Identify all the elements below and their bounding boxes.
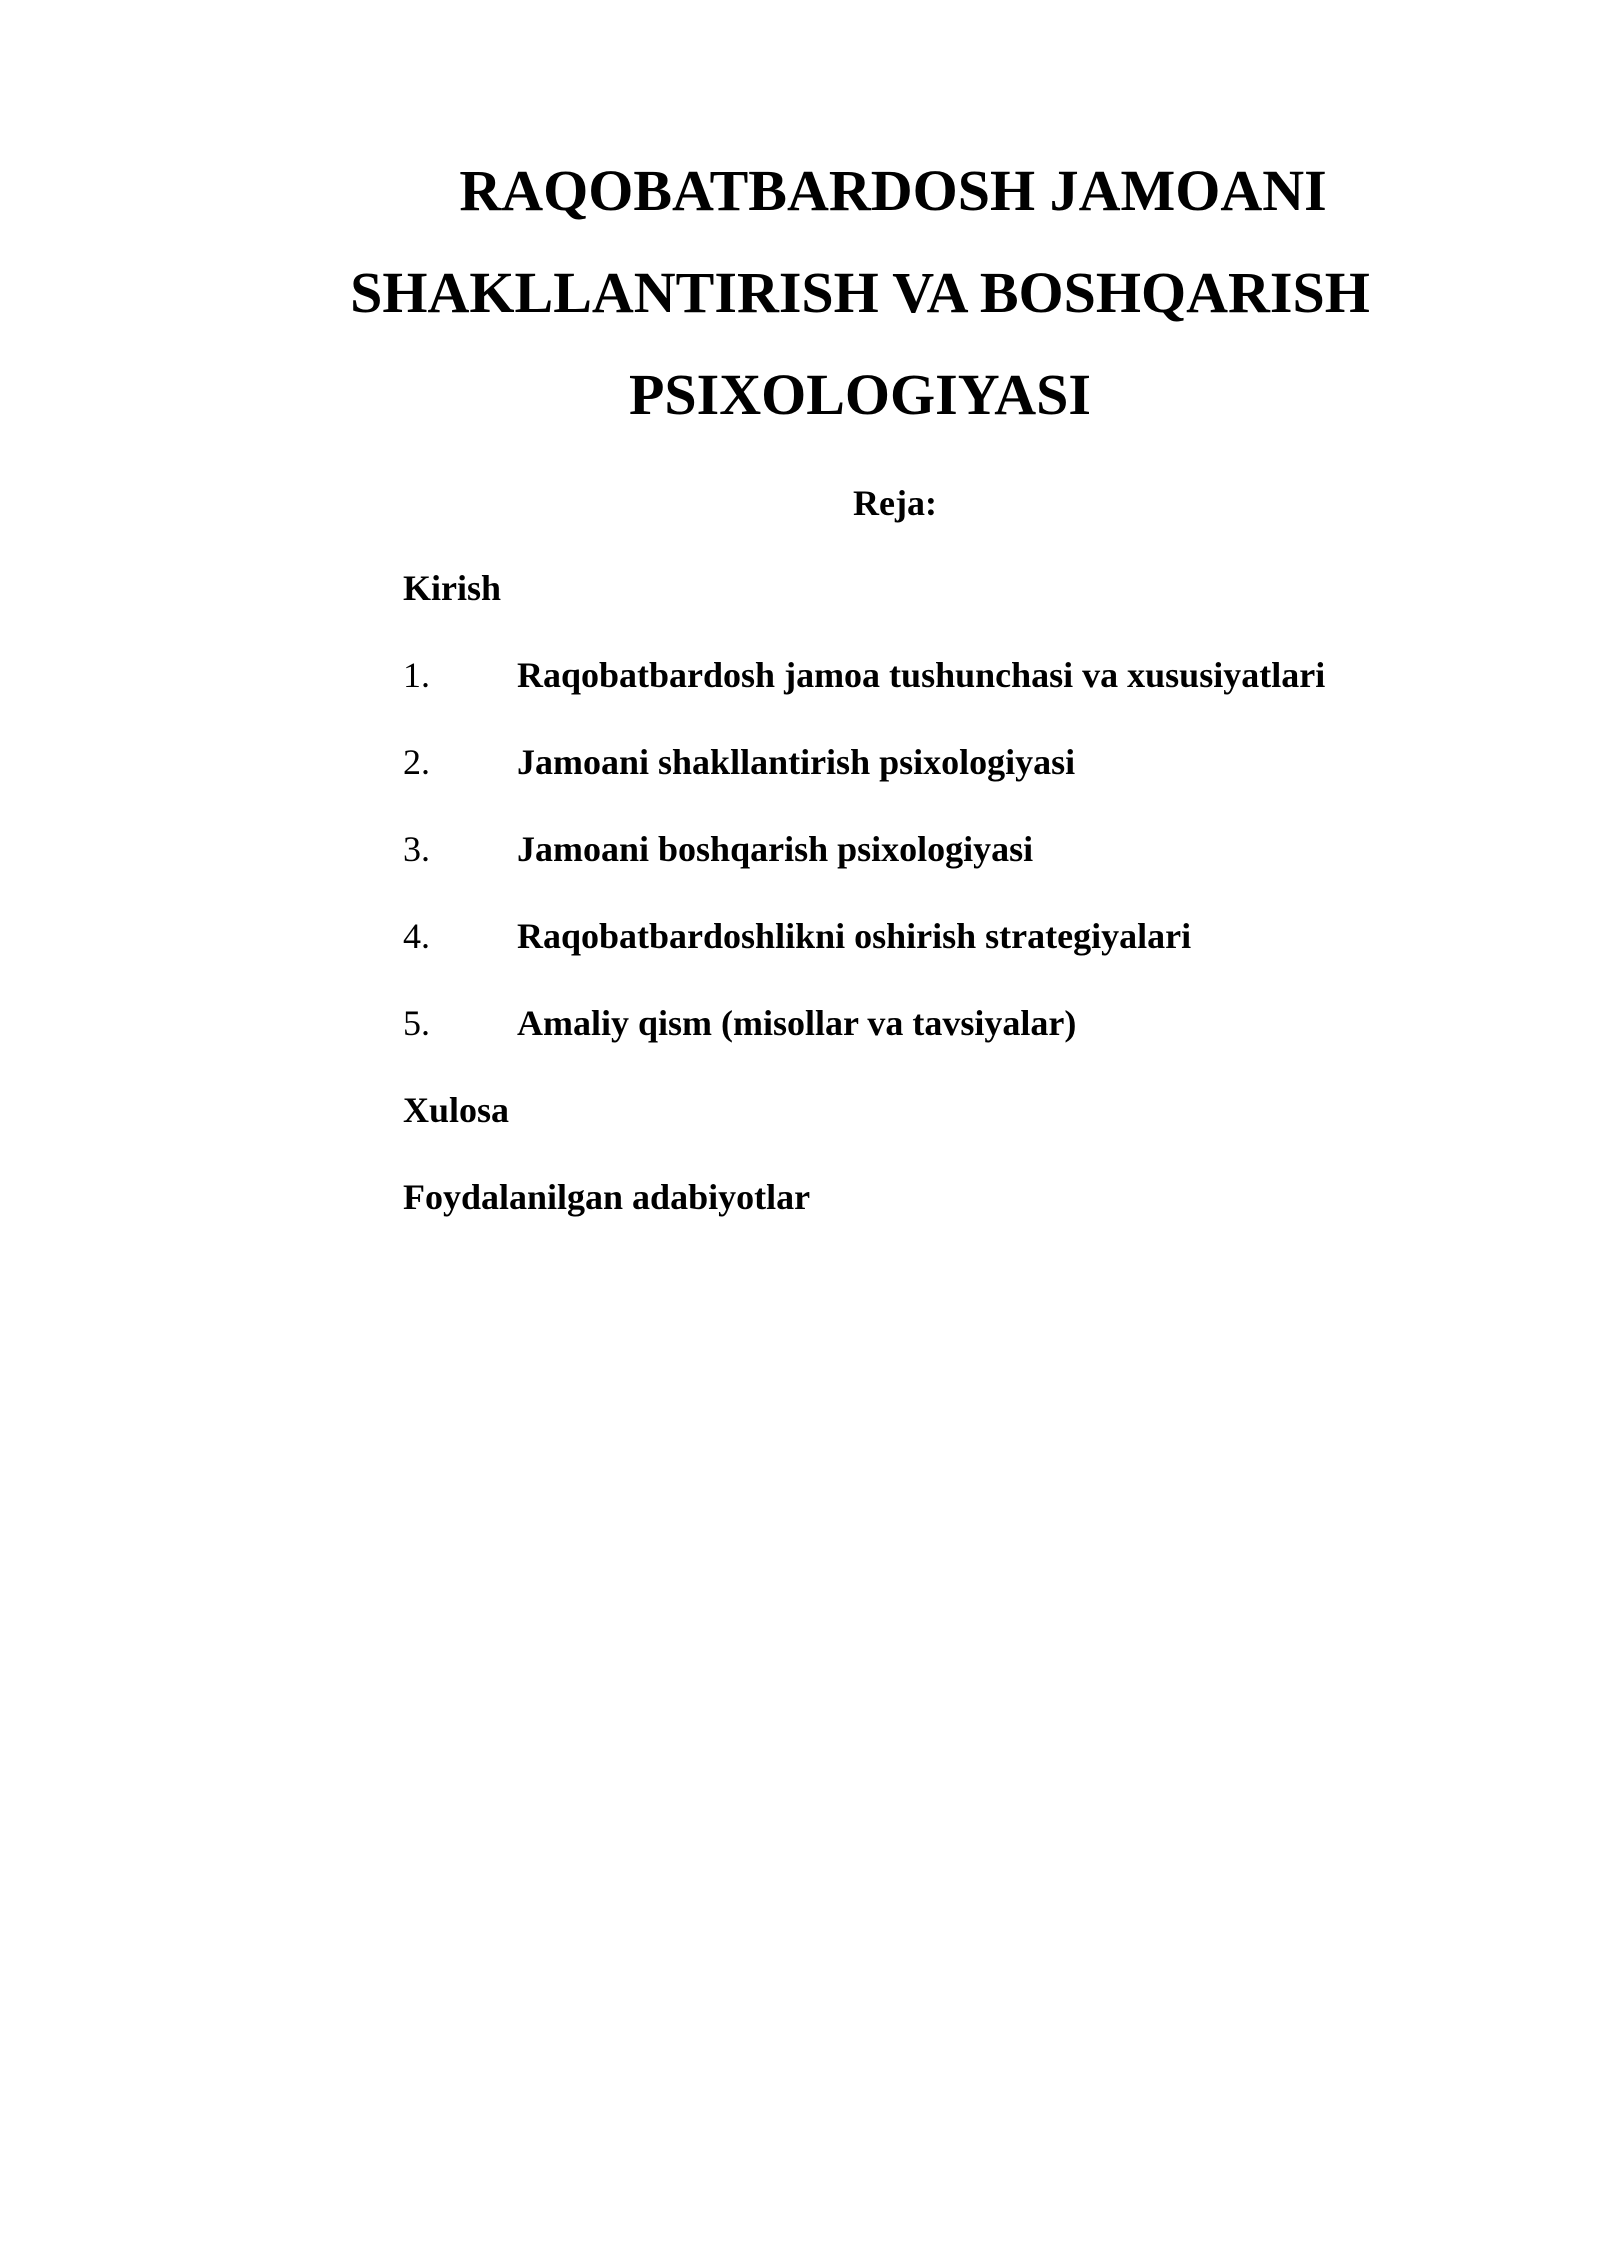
outline-item xyxy=(403,827,1503,914)
outline-references xyxy=(403,1175,1503,1262)
outline-item-number: 1. xyxy=(403,655,430,695)
plan-heading: Reja: xyxy=(853,483,937,523)
title-line: SHAKLLANTIRISH VA BOSHQARISH xyxy=(350,260,1370,325)
document-title xyxy=(330,140,1390,446)
outline-item-number: 4. xyxy=(403,916,430,956)
outline-item xyxy=(403,914,1503,1001)
outline-item-number: 2. xyxy=(403,742,430,782)
title-line: PSIXOLOGIYASI xyxy=(628,362,1092,427)
outline-item-label: Amaliy qism (misollar va tavsiyalar) xyxy=(517,1003,1077,1043)
outline-item-label: Kirish xyxy=(403,568,502,608)
outline-item xyxy=(403,1001,1503,1088)
outline-item-label: Foydalanilgan adabiyotlar xyxy=(403,1177,811,1217)
outline-item-label: Xulosa xyxy=(403,1090,510,1130)
plan-outline xyxy=(403,566,1503,1262)
outline-intro xyxy=(403,566,1503,653)
outline-item-number: 5. xyxy=(403,1003,430,1043)
outline-item-label: Raqobatbardoshlikni oshirish strategiyalari xyxy=(517,916,1192,956)
outline-item-label: Raqobatbardosh jamoa tushunchasi va xususiyatlari xyxy=(517,655,1326,695)
outline-item-label: Jamoani shakllantirish psixologiyasi xyxy=(517,742,1076,782)
outline-item-label: Jamoani boshqarish psixologiyasi xyxy=(517,829,1034,869)
outline-item-number: 3. xyxy=(403,829,430,869)
outline-conclusion xyxy=(403,1088,1503,1175)
outline-item xyxy=(403,740,1503,827)
outline-item xyxy=(403,653,1503,740)
title-line: RAQOBATBARDOSH JAMOANI xyxy=(459,158,1327,223)
